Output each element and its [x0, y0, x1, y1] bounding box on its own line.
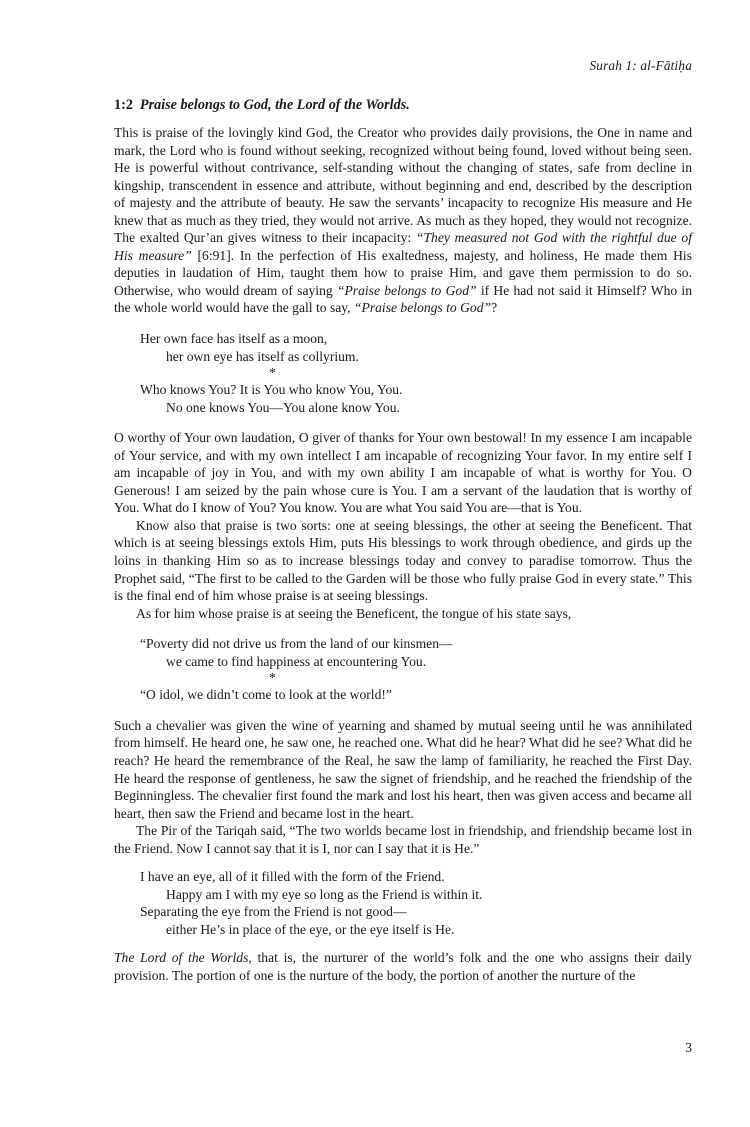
para1-segment-2: [6:91]. In the perfection of His exaltedness, majesty, and holiness, He made them His deputies in laudation of Him, taught them how to praise Him, and gave them permission to do so. Otherwise, who would dream of saying [114, 247, 692, 298]
poem2-separator-asterisk: * [269, 670, 276, 686]
verse-number: 1:2 [114, 97, 133, 113]
verse-block-three [114, 868, 692, 938]
poem1-line-d: No one knows You—You alone know You. [166, 399, 400, 415]
verse-block-two [114, 635, 692, 704]
para1-segment-3: if He had not said it Himself? Who in the whole world would have the gall to say, [114, 282, 692, 316]
poem1-line-b: her own eye has itself as collyrium. [166, 348, 359, 364]
para1-segment-4: ? [491, 300, 498, 316]
paragraph-chevalier: Such a chevalier was given the wine of yearning and shamed by mutual seeing until he was annihilated from himself. He heard one, he saw one, he reached one. What did he hear? What did he see? What did he reach? He heard the remembrance of the Real, he saw the lamp of familiarity, he reached the First Day. He heard the response of gentleness, he saw the signet of friendship, and he reached the friendship of the Beginningless. The chevalier first found the mark and lost his heart, then was given access and became all heart, then saw the Friend and became lost in the heart. [114, 717, 692, 821]
page-number: 3 [685, 1040, 692, 1055]
paragraph-commentary-opening [114, 124, 692, 317]
poem1-line-a: Her own face has itself as a moon, [140, 331, 328, 347]
poem3-line-c: Separating the eye from the Friend is not good— [140, 904, 407, 920]
poem1-line-c: Who knows You? It is You who know You, You. [140, 382, 403, 398]
poem2-line-c: “O idol, we didn’t come to look at the world!” [140, 687, 392, 703]
praise-quotation-2: “Praise belongs to God” [353, 300, 492, 316]
para1-segment-1: This is praise of the lovingly kind God, the Creator who provides daily provisions, the One in name and mark, the Lord who is found without seeking, recognized without being found, loved without being seen. He is powerful without contrivance, self-standing without the changing of states, safe from decline in kingship, transcendent in essence and attribute, without beginning and end, described by the description of majesty and the attribute of beauty. He saw the servants’ incapacity to recognize His measure and He knew that as much as they tried, they would not arrive. As much as they hoped, they would not recognize. The exalted Qur’an gives witness to their incapacity: [114, 125, 692, 246]
paragraph-lord-of-the-worlds [114, 949, 692, 984]
para7-rest: , that is, the nurturer of the world’s folk and the one who assigns their daily provision. The portion of one is the nurture of the body, the portion of another the nurture of the [114, 950, 692, 983]
quran-quotation-6-91: “They measured not God with the rightful due of His measure” [114, 230, 692, 263]
paragraph-o-worthy: O worthy of Your own laudation, O giver of thanks for Your own bestowal! In my essence I am incapable of Your service, and with my own intellect I am incapable of recognizing Your favor. In my entire self I am incapable of joy in You, and with my own ability I am incapable of what is worthy for You. O Generous! I am seized by the pain whose cure is You. I am a servant of the laudation that is worthy of You. What do I know of You? You know. You are what You said You are—that is You. [114, 430, 692, 516]
paragraph-two-sorts-of-praise: Know also that praise is two sorts: one at seeing blessings, the other at seeing the Beneficent. That which is at seeing blessings extols Him, puts His blessings to work through obedience, and girds up the loins in thanking Him so as to increase blessings today and convey to paradise tomorrow. Thus the Prophet said, “The first to be called to the Garden will be those who fully praise God in every state.” This is the final end of him whose praise is at seeing blessings. [114, 517, 692, 604]
poem3-line-a: I have an eye, all of it filled with the form of the Friend. [140, 869, 445, 885]
lemma-lord-of-the-worlds: The Lord of the Worlds [114, 950, 249, 966]
poem1-separator-asterisk: * [269, 365, 276, 381]
poem2-line-a: “Poverty did not drive us from the land of our kinsmen— [140, 636, 453, 652]
paragraph-pir-of-tariqah: The Pir of the Tariqah said, “The two worlds became lost in friendship, and friendship became lost in the Friend. Now I cannot say that it is I, nor can I say that it is He.” [114, 823, 692, 856]
verse-heading [114, 96, 692, 114]
body-text-region [114, 124, 692, 985]
poem2-line-b: we came to find happiness at encountering You. [166, 653, 427, 669]
running-header: Surah 1: al-Fātiḥa [589, 58, 692, 73]
verse-block-one [114, 330, 692, 416]
verse-text: Praise belongs to God, the Lord of the Worlds. [139, 97, 410, 113]
poem3-line-b: Happy am I with my eye so long as the Friend is within it. [166, 886, 483, 902]
paragraph-tongue-of-state: As for him whose praise is at seeing the Beneficent, the tongue of his state says, [136, 605, 572, 621]
poem3-line-d: either He’s in place of the eye, or the eye itself is He. [166, 921, 455, 937]
praise-quotation-1: “Praise belongs to God” [336, 282, 477, 298]
